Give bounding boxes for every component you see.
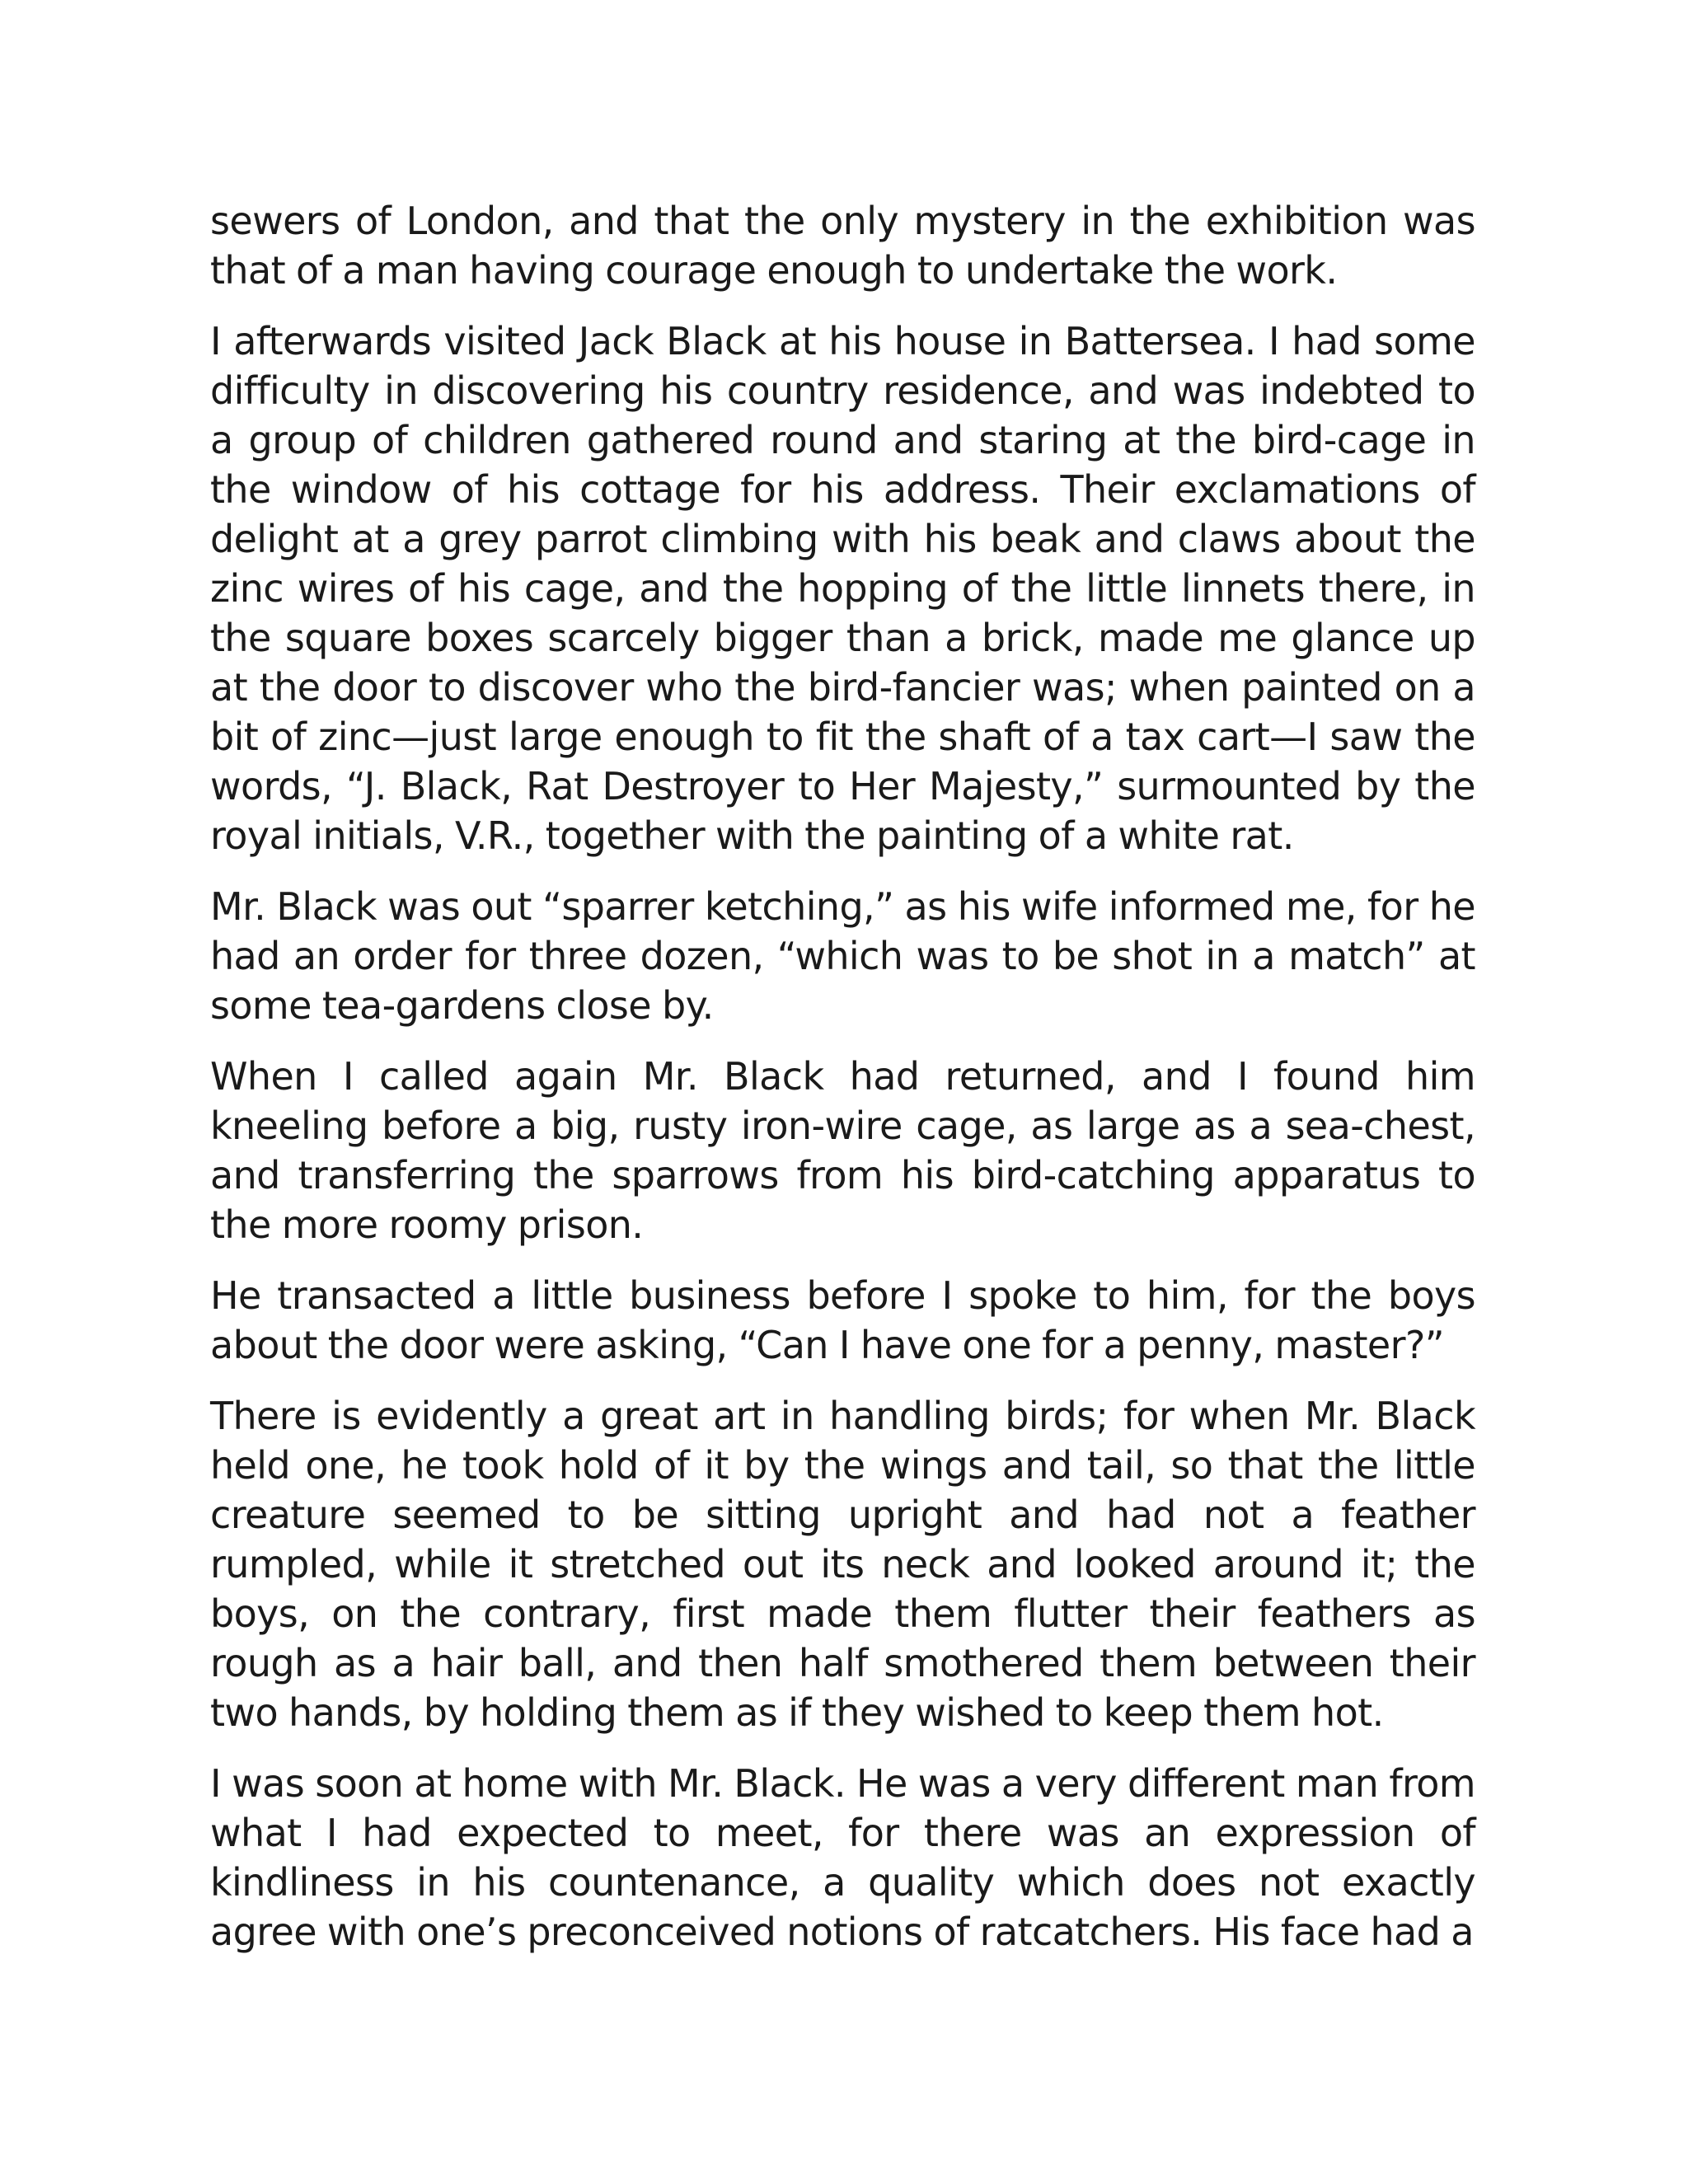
page-body: [210, 196, 1475, 1978]
paragraph: There is evidently a great art in handling birds; for when Mr. Black held one, he took hold of it by the wings and tail, so that the little creature seemed to be sitting upright and had not a feather rumpled, while it stretched out its neck and looked around it; the boys, on the contrary, first made them flutter their feathers as rough as a hair ball, and then half smothered them between their two hands, by holding them as if they wished to keep them hot.: [210, 1394, 1475, 1735]
paragraph: I was soon at home with Mr. Black. He was a very different man from what I had expected to meet, for there was an expression of kindliness in his countenance, a quality which does not exactly agree with one’s preconceived notions of ratcatchers. His face had a: [210, 1761, 1475, 1954]
paragraph: I afterwards visited Jack Black at his house in Battersea. I had some difficulty in discovering his country residence, and was indebted to a group of children gathered round and staring at the bird-cage in the window of his cottage for his address. Their exclamations of delight at a grey parrot climbing with his beak and claws about the zinc wires of his cage, and the hopping of the little linnets there, in the square boxes scarcely bigger than a brick, made me glance up at the door to discover who the bird-fancier was; when painted on a bit of zinc—just large enough to fit the shaft of a tax cart—I saw the words, “J. Black, Rat Destroyer to Her Majesty,” surmounted by the royal initials, V.R., together with the painting of a white rat.: [210, 319, 1475, 858]
paragraph: He transacted a little business before I spoke to him, for the boys about the door were asking, “Can I have one for a penny, master?”: [210, 1273, 1475, 1367]
paragraph: sewers of London, and that the only mystery in the exhibition was that of a man having courage enough to undertake the work.: [210, 199, 1475, 293]
paragraph: When I called again Mr. Black had returned, and I found him kneeling before a big, rusty iron-wire cage, as large as a sea-chest, and transferring the sparrows from his bird-catching apparatus to the more roomy prison.: [210, 1054, 1475, 1247]
paragraph: Mr. Black was out “sparrer ketching,” as his wife informed me, for he had an order for three dozen, “which was to be shot in a match” at some tea-gardens close by.: [210, 884, 1475, 1028]
